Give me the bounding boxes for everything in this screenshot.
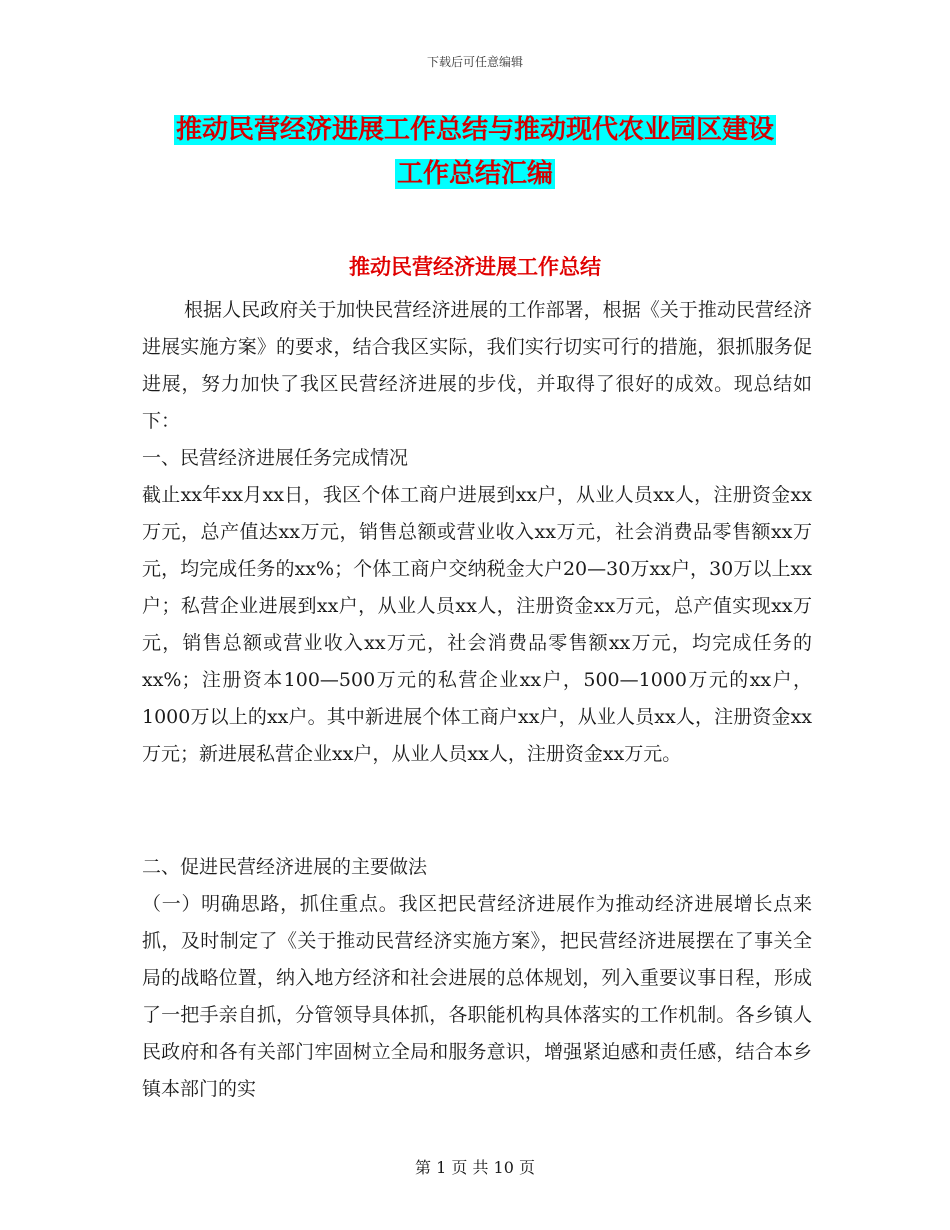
section-subtitle: 推动民营经济进展工作总结 <box>349 254 601 279</box>
page-number-footer: 第 1 页 共 10 页 <box>415 1158 535 1177</box>
document-title-line-1: 推动民营经济进展工作总结与推动现代农业园区建设 <box>175 115 774 145</box>
document-title-line-2: 工作总结汇编 <box>396 159 553 189</box>
body-block-1 <box>142 292 812 773</box>
body-block-2 <box>142 849 812 1108</box>
section1-heading: 一、民营经济进展任务完成情况 <box>142 447 409 469</box>
section1-paragraph: 截止xx年xx月xx日，我区个体工商户进展到xx户，从业人员xx人，注册资金xx万元，总产值达xx万元，销售总额或营业收入xx万元，社会消费品零售额xx万元，均完成任务的xx%；个体工商户交纳税金大户20—30万xx户，30万以上xx户；私营企业进展到xx户，从业人员xx人，注册资金xx万元，总产值实现xx万元，销售总额或营业收入xx万元，社会消费品零售额xx万元，均完成任务的xx%；注册资本100—500万元的私营企业xx户，500—1000万元的xx户，1000万以上的xx户。其中新进展个体工商户xx户，从业人员xx人，注册资金xx万元；新进展私营企业xx户，从业人员xx人，注册资金xx万元。 <box>142 484 812 765</box>
section2-paragraph: （一）明确思路，抓住重点。我区把民营经济进展作为推动经济进展增长点来抓，及时制定了《关于推动民营经济实施方案》，把民营经济进展摆在了事关全局的战略位置，纳入地方经济和社会进展的总体规划，列入重要议事日程，形成了一把手亲自抓，分管领导具体抓，各职能机构具体落实的工作机制。各乡镇人民政府和各有关部门牢固树立全局和服务意识，增强紧迫感和责任感，结合本乡镇本部门的实 <box>142 893 812 1100</box>
header-note: 下载后可任意编辑 <box>426 55 523 69</box>
intro-paragraph: 根据人民政府关于加快民营经济进展的工作部署，根据《关于推动民营经济进展实施方案》的要求，结合我区实际，我们实行切实可行的措施，狠抓服务促进展，努力加快了我区民营经济进展的步伐，并取得了很好的成效。现总结如下： <box>142 299 812 432</box>
section2-heading: 二、促进民营经济进展的主要做法 <box>142 856 428 878</box>
